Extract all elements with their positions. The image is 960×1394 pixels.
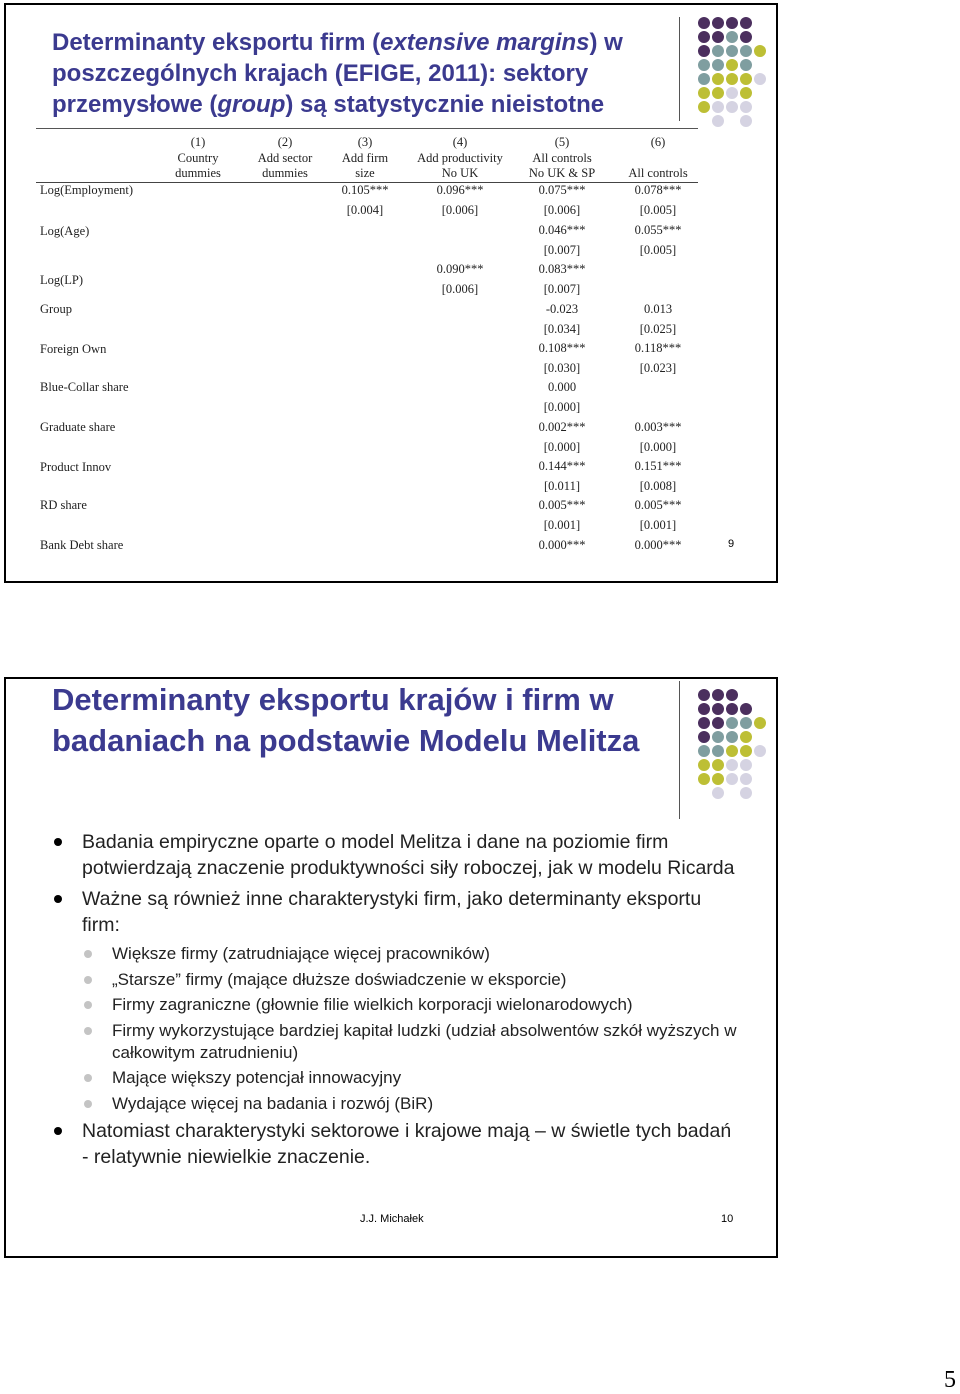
table-cell: 0.075***: [538, 183, 586, 197]
table-cell: [0.030]: [543, 361, 581, 375]
table-cell: 0.002***: [538, 420, 586, 434]
table-cell: 0.003***: [634, 420, 682, 434]
table-cell: 0.055***: [634, 223, 682, 237]
list-item: Mające większy potencjał innowacyjny: [52, 1067, 742, 1089]
table-cell: 0.090***: [436, 262, 484, 276]
column-header-6: (6) All controls: [628, 135, 688, 180]
column-header-3: (3) Add firm size: [341, 135, 389, 180]
table-cell: [0.000]: [543, 440, 581, 454]
slide-10: [4, 677, 778, 1258]
table-cell: [0.006]: [441, 282, 479, 296]
slide-title: Determinanty eksportu krajów i firm w badaniach na podstawie Modelu Melitza: [52, 682, 640, 758]
table-cell: 0.144***: [538, 459, 586, 473]
table-cell: [0.034]: [543, 322, 581, 336]
table-cell: -0.023: [545, 302, 579, 316]
table-cell: 0.005***: [538, 498, 586, 512]
table-cell: [0.008]: [639, 479, 677, 493]
table-cell: [0.000]: [543, 400, 581, 414]
table-cell: 0.046***: [538, 223, 586, 237]
column-header-5: (5) All controls No UK & SP: [528, 135, 596, 180]
slide-9: [4, 3, 778, 583]
column-header-1: (1) Country dummies: [175, 135, 221, 180]
list-item: Większe firmy (zatrudniające więcej pracowników): [52, 943, 742, 965]
title-divider-vertical: [679, 681, 680, 819]
regression-table: [6, 5, 778, 583]
list-item: Natomiast charakterystyki sektorowe i krajowe mają – w świetle tych badań - relatywnie niewielkie znaczenie.: [52, 1118, 742, 1170]
table-cell: [0.005]: [639, 203, 677, 217]
bullet-list: [52, 829, 742, 1175]
table-cell: 0.000: [547, 380, 577, 394]
slide-title: Determinanty eksportu firm (extensive margins) w poszczególnych krajach (EFIGE, 2011): sektory przemysłowe (group) są statystycznie nieistotne: [52, 29, 623, 118]
table-cell: [0.023]: [639, 361, 677, 375]
row-label: Product Innov: [40, 460, 112, 474]
row-label: RD share: [40, 498, 87, 512]
row-label: Log(Age): [40, 224, 90, 238]
table-cell: [0.025]: [639, 322, 677, 336]
decorative-dots: [694, 685, 774, 805]
table-cell: [0.006]: [441, 203, 479, 217]
table-cell: [0.007]: [543, 243, 581, 257]
row-label: Log(Employment): [40, 183, 134, 197]
table-cell: 0.005***: [634, 498, 682, 512]
table-cell: [0.007]: [543, 282, 581, 296]
row-label: Blue-Collar share: [40, 380, 129, 394]
table-cell: [0.001]: [543, 518, 581, 532]
table-cell: 0.151***: [634, 459, 682, 473]
table-cell: 0.096***: [436, 183, 484, 197]
footer-author: J.J. Michałek: [360, 1213, 424, 1225]
table-cell: [0.005]: [639, 243, 677, 257]
slide-number: 10: [721, 1213, 734, 1225]
list-item: Ważne są również inne charakterystyki firm, jako determinanty eksportu firm:: [52, 886, 742, 938]
table-cell: 0.083***: [538, 262, 586, 276]
table-cell: 0.105***: [341, 183, 389, 197]
table-cell: [0.006]: [543, 203, 581, 217]
table-cell: [0.011]: [544, 479, 580, 493]
table-cell: 0.118***: [634, 341, 682, 355]
table-cell: 0.108***: [538, 341, 586, 355]
list-item: Wydające więcej na badania i rozwój (BiR): [52, 1093, 742, 1115]
column-header-4: (4) Add productivity No UK: [417, 135, 503, 180]
row-label: Graduate share: [40, 420, 116, 434]
page-number: 5: [944, 1367, 956, 1393]
list-item: Firmy wykorzystujące bardziej kapitał ludzki (udział absolwentów szkół wyższych w całkowitym zatrudnieniu): [52, 1020, 742, 1064]
slide-number: 9: [728, 538, 735, 550]
table-cell: [0.004]: [346, 203, 384, 217]
table-cell: 0.078***: [634, 183, 682, 197]
row-label: Bank Debt share: [40, 538, 124, 552]
list-item: Badania empiryczne oparte o model Melitza i dane na poziomie firm potwierdzają znaczenie produktywności siły roboczej, jak w modelu Ricarda: [52, 829, 742, 881]
table-cell: 0.000***: [538, 538, 586, 552]
row-label: Log(LP): [40, 273, 84, 287]
list-item: Firmy zagraniczne (głownie filie wielkich korporacji wielonarodowych): [52, 994, 742, 1016]
column-header-2: (2) Add sector dummies: [257, 135, 313, 180]
table-cell: [0.001]: [639, 518, 677, 532]
row-label: Group: [40, 302, 72, 316]
table-cell: 0.013: [643, 302, 673, 316]
row-label: Foreign Own: [40, 342, 107, 356]
table-cell: 0.000***: [634, 538, 682, 552]
list-item: „Starsze” firmy (mające dłuższe doświadczenie w eksporcie): [52, 969, 742, 991]
table-cell: [0.000]: [639, 440, 677, 454]
